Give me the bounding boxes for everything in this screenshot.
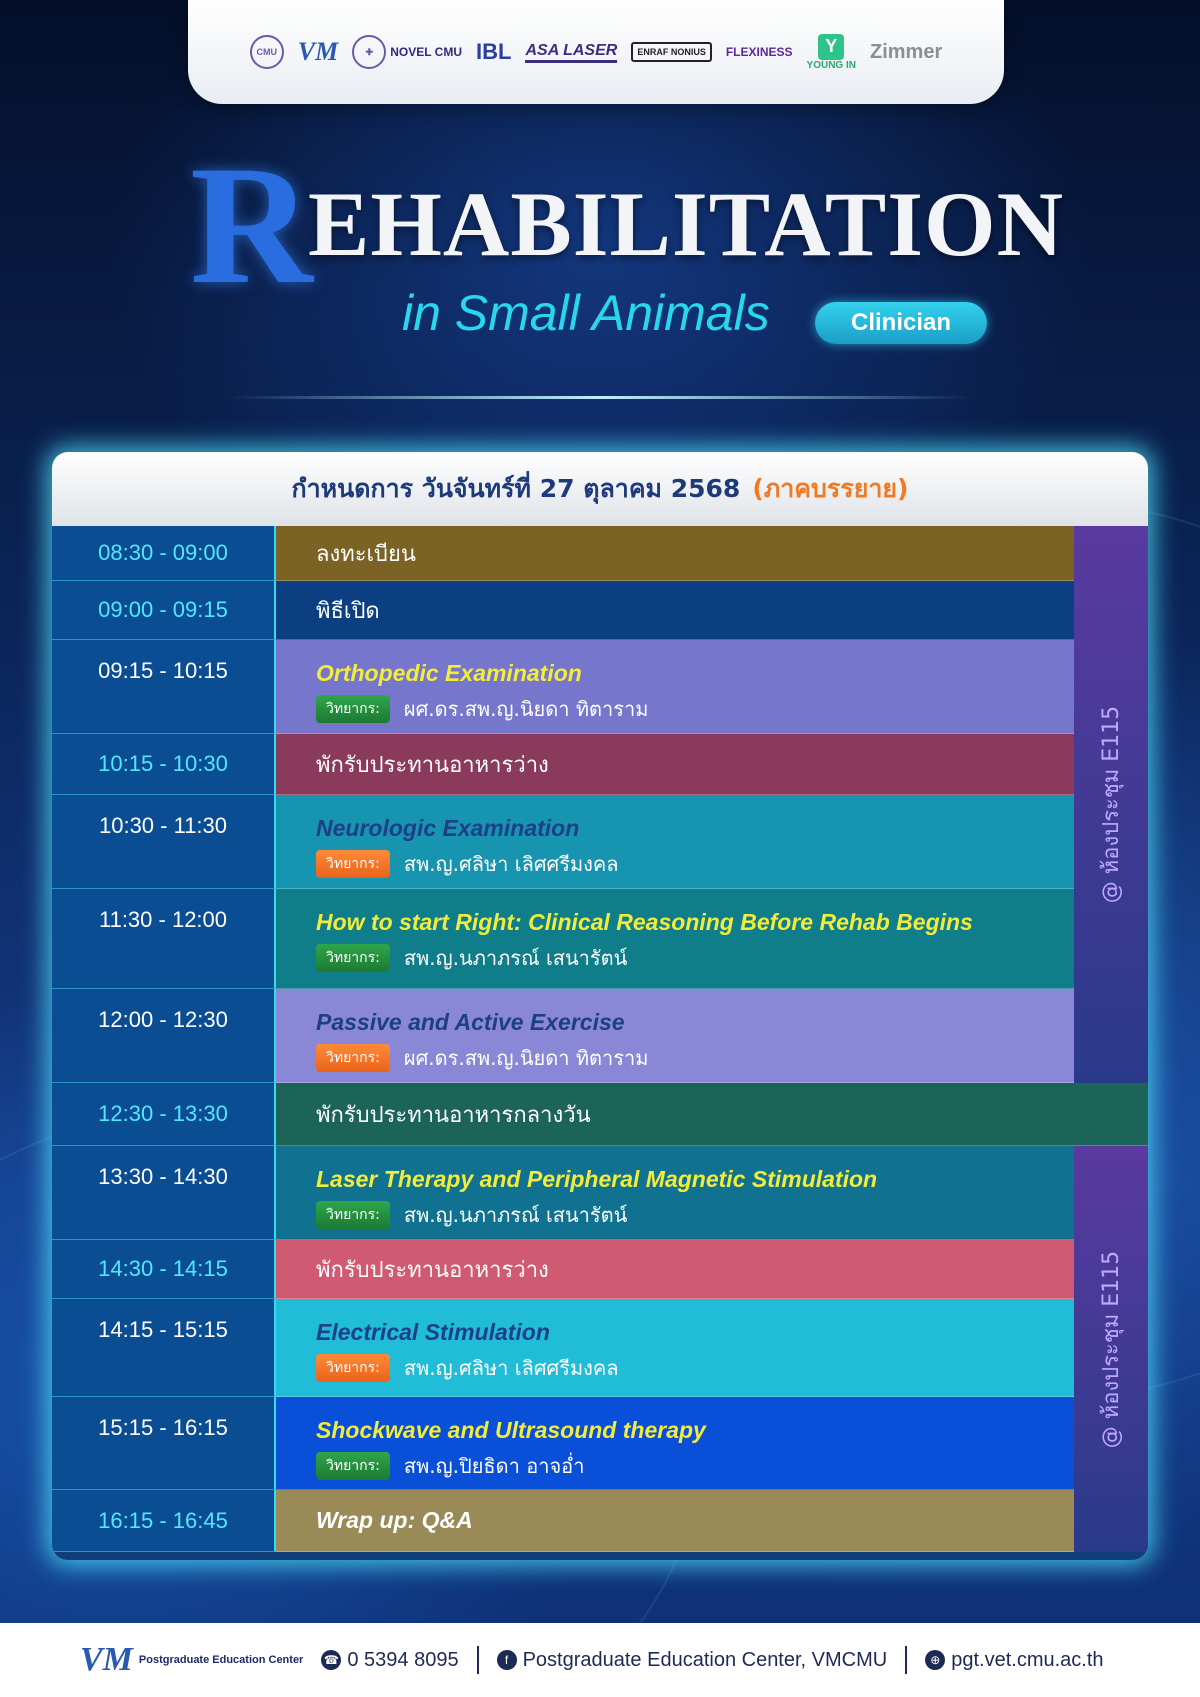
room-band <box>1074 526 1148 1083</box>
vm-logo-icon: VM <box>80 1641 133 1678</box>
row-speaker <box>316 942 1034 974</box>
footer-phone: ☎ 0 5394 8095 <box>321 1649 458 1672</box>
row-content <box>276 526 1074 581</box>
footer-facebook[interactable]: f Postgraduate Education Center, VMCMU <box>497 1649 888 1672</box>
row-topic: How to start Right: Clinical Reasoning Before Rehab Begins <box>316 909 973 935</box>
room-band <box>1074 1146 1148 1552</box>
row-content <box>276 1240 1074 1299</box>
row-label: พักรับประทานอาหารว่าง <box>316 1257 549 1283</box>
speaker-name: สพ.ญ.นภาภรณ์ เสนารัตน์ <box>403 1203 628 1227</box>
speaker-tag: วิทยากร: <box>316 850 390 878</box>
speaker-name: ผศ.ดร.สพ.ญ.นิยดา ทิตาราม <box>403 1046 649 1070</box>
row-topic: Orthopedic Examination <box>316 660 582 686</box>
row-time: 11:30 - 12:00 <box>52 889 276 989</box>
schedule-row <box>52 581 1148 640</box>
speaker-name: สพ.ญ.นภาภรณ์ เสนารัตน์ <box>403 946 628 970</box>
row-topic: Electrical Stimulation <box>316 1319 550 1345</box>
page-subtitle: in Small Animals <box>402 285 770 341</box>
row-label: พักรับประทานอาหารกลางวัน <box>316 1102 591 1128</box>
schedule-header <box>52 452 1148 526</box>
row-topic: Neurologic Examination <box>316 815 580 841</box>
speaker-tag: วิทยากร: <box>316 695 390 723</box>
row-content <box>276 581 1074 640</box>
footer <box>0 1623 1200 1697</box>
schedule-row <box>52 1299 1148 1397</box>
row-content <box>276 889 1074 989</box>
row-time: 08:30 - 09:00 <box>52 526 276 581</box>
row-time: 15:15 - 16:15 <box>52 1397 276 1490</box>
row-time: 16:15 - 16:45 <box>52 1490 276 1552</box>
row-time: 10:15 - 10:30 <box>52 734 276 795</box>
row-time: 12:00 - 12:30 <box>52 989 276 1083</box>
schedule-row <box>52 640 1148 734</box>
asa-laser-logo: ASA LASER <box>525 42 617 63</box>
enraf-nonius-logo: ENRAF NONIUS <box>631 42 712 62</box>
speaker-tag: วิทยากร: <box>316 1452 390 1480</box>
title-divider <box>230 396 970 399</box>
room-label: @ ห้องประชุม E115 <box>1099 1250 1125 1448</box>
row-topic: Passive and Active Exercise <box>316 1009 625 1035</box>
schedule-session-type: (ภาคบรรยาย) <box>752 474 909 503</box>
row-content <box>276 1299 1074 1397</box>
facebook-icon: f <box>497 1650 517 1670</box>
cmu-logo: CMU <box>250 35 284 69</box>
schedule-row <box>52 1240 1148 1299</box>
row-content <box>276 1146 1074 1240</box>
schedule-row <box>52 795 1148 889</box>
schedule-row <box>52 734 1148 795</box>
globe-icon: ⊕ <box>925 1650 945 1670</box>
footer-divider <box>905 1646 907 1674</box>
schedule-row <box>52 526 1148 581</box>
flexiness-logo: FLEXINESS <box>725 45 793 59</box>
row-content <box>276 1490 1074 1552</box>
row-label: ลงทะเบียน <box>316 541 416 567</box>
ibl-logo: IBL <box>476 39 512 64</box>
row-content <box>276 1397 1074 1490</box>
row-time: 14:15 - 15:15 <box>52 1299 276 1397</box>
speaker-tag: วิทยากร: <box>316 1354 390 1382</box>
schedule-row <box>52 989 1148 1083</box>
row-time: 13:30 - 14:30 <box>52 1146 276 1240</box>
schedule-row <box>52 1490 1148 1552</box>
schedule-row <box>52 1397 1148 1490</box>
row-time: 10:30 - 11:30 <box>52 795 276 889</box>
row-topic: Wrap up: Q&A <box>316 1507 473 1533</box>
row-topic: Laser Therapy and Peripheral Magnetic Stimulation <box>316 1166 878 1192</box>
speaker-name: สพ.ญ.ศลิษา เลิศศรีมงคล <box>403 852 619 876</box>
row-topic: Shockwave and Ultrasound therapy <box>316 1417 706 1443</box>
row-speaker <box>316 1042 1034 1074</box>
row-time: 09:00 - 09:15 <box>52 581 276 640</box>
young-in-logo: Y YOUNG IN <box>807 34 856 71</box>
novel-cmu-logo: ✚ NOVEL CMU <box>352 35 462 69</box>
zimmer-logo: Zimmer <box>869 40 943 63</box>
sponsor-bar <box>188 0 1004 104</box>
room-label: @ ห้องประชุม E115 <box>1099 705 1125 904</box>
title-initial: R <box>190 131 313 319</box>
audience-badge: Clinician <box>815 302 987 344</box>
row-speaker <box>316 1199 1034 1231</box>
row-time: 12:30 - 13:30 <box>52 1083 276 1146</box>
row-content <box>276 795 1074 889</box>
page-title: EHABILITATION <box>308 173 1065 275</box>
schedule-card <box>52 452 1148 1560</box>
row-time: 14:30 - 14:15 <box>52 1240 276 1299</box>
footer-website[interactable]: ⊕ pgt.vet.cmu.ac.th <box>925 1649 1103 1672</box>
speaker-tag: วิทยากร: <box>316 1044 390 1072</box>
row-content <box>276 989 1074 1083</box>
schedule-row <box>52 889 1148 989</box>
speaker-name: ผศ.ดร.สพ.ญ.นิยดา ทิตาราม <box>403 697 649 721</box>
row-label: พักรับประทานอาหารว่าง <box>316 752 549 778</box>
schedule-row <box>52 1146 1148 1240</box>
row-speaker <box>316 848 1034 880</box>
row-content <box>276 1083 1148 1146</box>
footer-divider <box>477 1646 479 1674</box>
vm-logo: VM <box>297 37 339 66</box>
phone-icon: ☎ <box>321 1650 341 1670</box>
row-speaker <box>316 1450 1034 1482</box>
schedule-row <box>52 1083 1148 1146</box>
row-content <box>276 640 1074 734</box>
footer-brand: VM Postgraduate Education Center <box>80 1641 304 1678</box>
row-content <box>276 734 1074 795</box>
row-speaker <box>316 693 1034 725</box>
row-time: 09:15 - 10:15 <box>52 640 276 734</box>
schedule-date: กำหนดการ วันจันทร์ที่ 27 ตุลาคม 2568 <box>291 474 741 503</box>
speaker-name: สพ.ญ.ศลิษา เลิศศรีมงคล <box>403 1356 619 1380</box>
row-label: พิธีเปิด <box>316 598 380 624</box>
speaker-tag: วิทยากร: <box>316 1201 390 1229</box>
row-speaker <box>316 1352 1034 1384</box>
speaker-tag: วิทยากร: <box>316 944 390 972</box>
speaker-name: สพ.ญ.ปิยธิดา อาจอ่ำ <box>403 1454 585 1478</box>
